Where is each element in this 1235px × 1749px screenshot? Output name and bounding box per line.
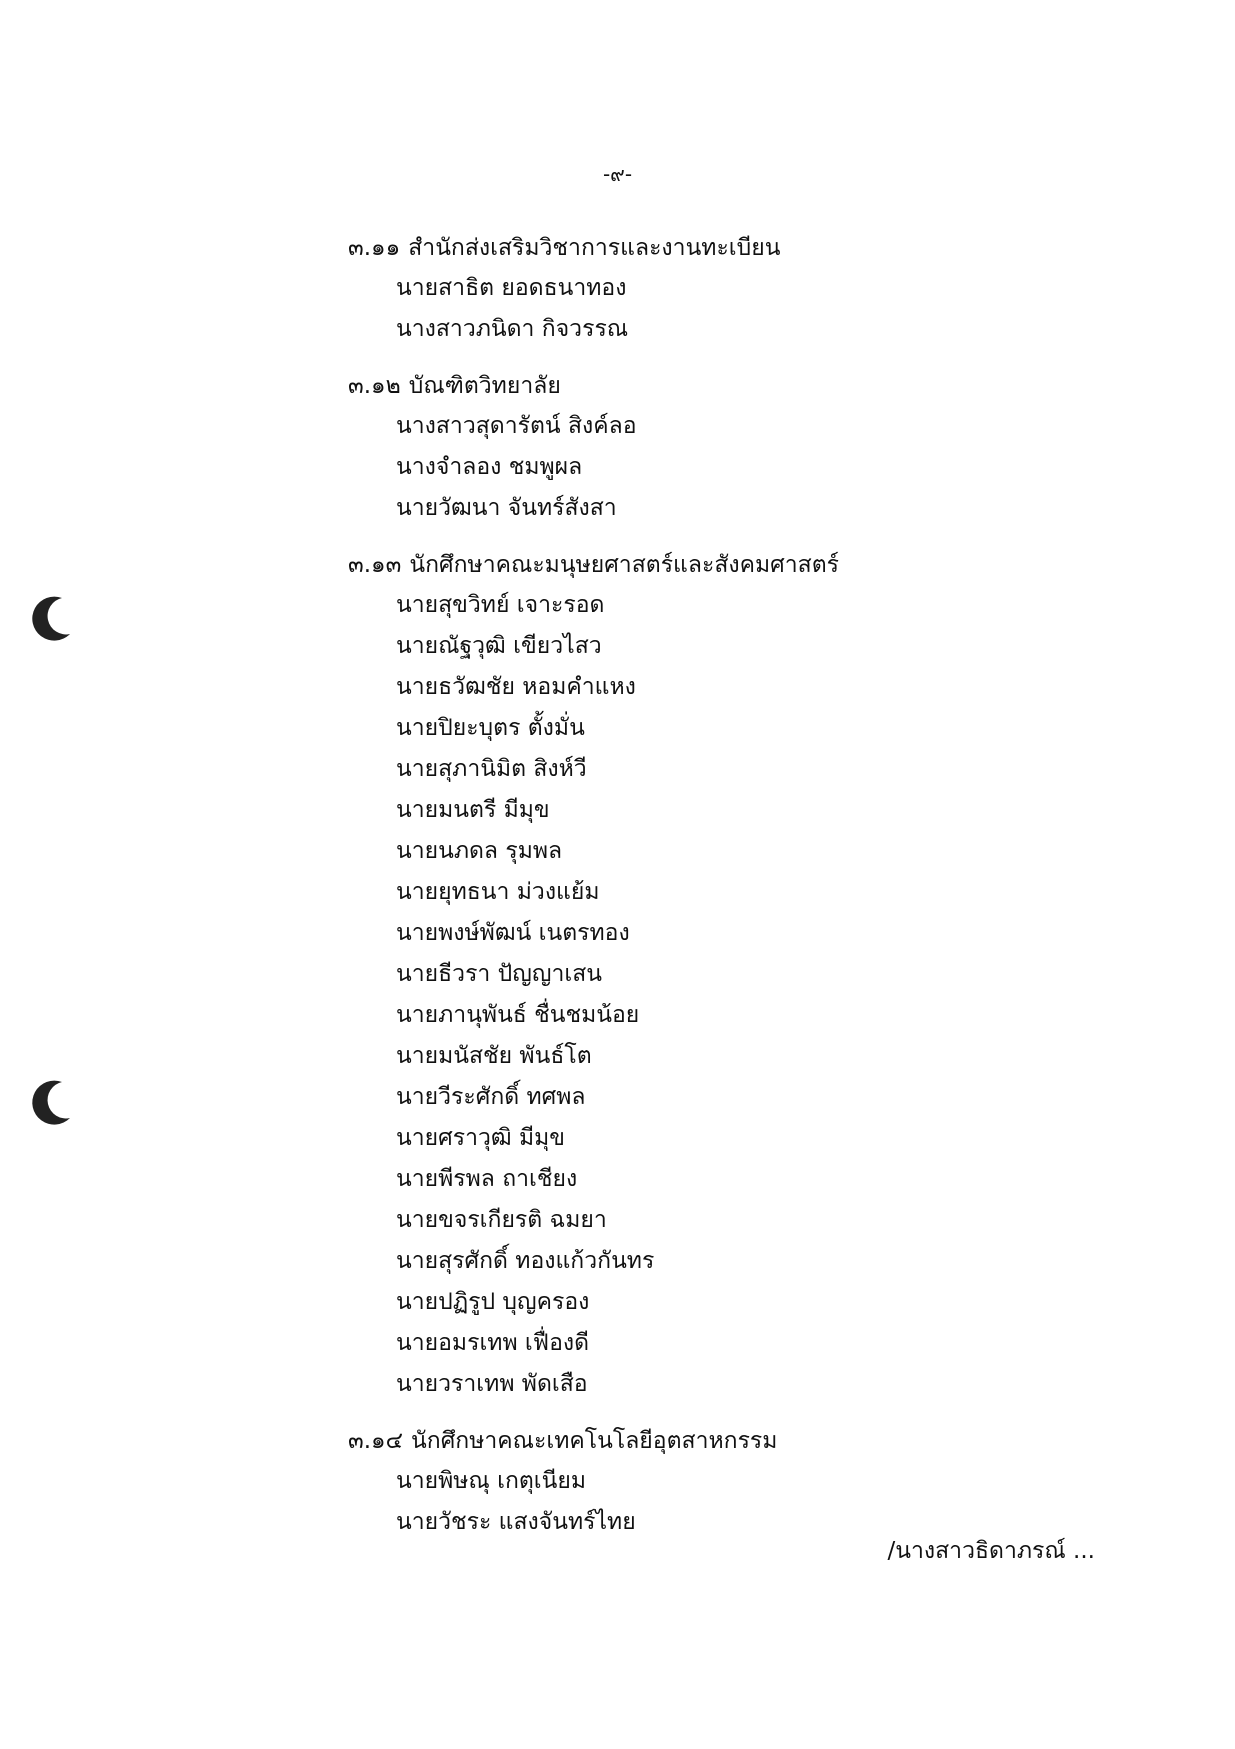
name-item: นายธวัฒชัย หอมคำแหง <box>396 674 636 700</box>
name-item: นายสาธิต ยอดธนาทอง <box>396 275 627 301</box>
name-item: นางสาวสุดารัตน์ สิงค์ลอ <box>396 413 637 439</box>
name-item: นางสาวภนิดา กิจวรรณ <box>396 316 629 342</box>
section-title: นักศึกษาคณะเทคโนโลยีอุตสาหกรรม <box>411 1428 778 1454</box>
name-list <box>348 1461 1148 1543</box>
name-item: นายมนัสชัย พันธ์โต <box>396 1043 592 1069</box>
section-number: ๓.๑๒ <box>348 373 401 399</box>
section-title: บัณฑิตวิทยาลัย <box>408 373 561 399</box>
punch-hole-mark-bottom <box>32 1081 70 1125</box>
name-item: นายวราเทพ พัดเสือ <box>396 1371 588 1397</box>
section-number: ๓.๑๑ <box>348 235 401 261</box>
name-item: นายพงษ์พัฒน์ เนตรทอง <box>396 920 630 946</box>
name-item: นายขจรเกียรติ ฉมยา <box>396 1207 607 1233</box>
continuation-note: /นางสาวธิดาภรณ์ ... <box>887 1538 1095 1564</box>
name-item: นายพิษณุ เกตุเนียม <box>396 1468 587 1494</box>
name-list <box>348 268 1148 350</box>
section-heading <box>348 366 1148 406</box>
name-item: นายสุขวิทย์ เจาะรอด <box>396 592 605 618</box>
name-item: นายณัฐวุฒิ เขียวไสว <box>396 633 602 659</box>
section-number: ๓.๑๔ <box>348 1428 404 1454</box>
section-heading <box>348 545 1148 585</box>
page-number: -๙- <box>602 162 633 186</box>
name-list <box>348 585 1148 1405</box>
punch-hole-mark-top <box>32 597 70 641</box>
name-list <box>348 406 1148 529</box>
name-item: นายปฏิรูป บุญครอง <box>396 1289 590 1315</box>
section-3-12 <box>348 366 1148 529</box>
name-item: นายสุภานิมิต สิงห์วี <box>396 756 587 782</box>
document-body <box>348 228 1148 1559</box>
name-item: นายธีวรา ปัญญาเสน <box>396 961 602 987</box>
name-item: นางจำลอง ชมพูผล <box>396 454 583 480</box>
section-number: ๓.๑๓ <box>348 552 402 578</box>
name-item: นายวัฒนา จันทร์สังสา <box>396 495 617 521</box>
name-item: นายสุรศักดิ์ ทองแก้วกันทร <box>396 1248 655 1274</box>
name-item: นายภานุพันธ์ ชื่นชมน้อย <box>396 1002 640 1028</box>
name-item: นายพีรพล ถาเชียง <box>396 1166 578 1192</box>
name-item: นายอมรเทพ เฟื่องดี <box>396 1330 590 1356</box>
section-3-13 <box>348 545 1148 1405</box>
section-heading <box>348 228 1148 268</box>
name-item: นายศราวุฒิ มีมุข <box>396 1125 566 1151</box>
name-item: นายปิยะบุตร ตั้งมั่น <box>396 715 585 741</box>
section-3-14 <box>348 1421 1148 1543</box>
name-item: นายนภดล รุมพล <box>396 838 563 864</box>
name-item: นายวีระศักดิ์ ทศพล <box>396 1084 586 1110</box>
section-title: สำนักส่งเสริมวิชาการและงานทะเบียน <box>408 235 781 261</box>
section-heading <box>348 1421 1148 1461</box>
section-3-11 <box>348 228 1148 350</box>
name-item: นายยุทธนา ม่วงแย้ม <box>396 879 600 905</box>
section-title: นักศึกษาคณะมนุษยศาสตร์และสังคมศาสตร์ <box>409 552 839 578</box>
name-item: นายมนตรี มีมุข <box>396 797 550 823</box>
name-item: นายวัชระ แสงจันทร์ไทย <box>396 1509 636 1535</box>
